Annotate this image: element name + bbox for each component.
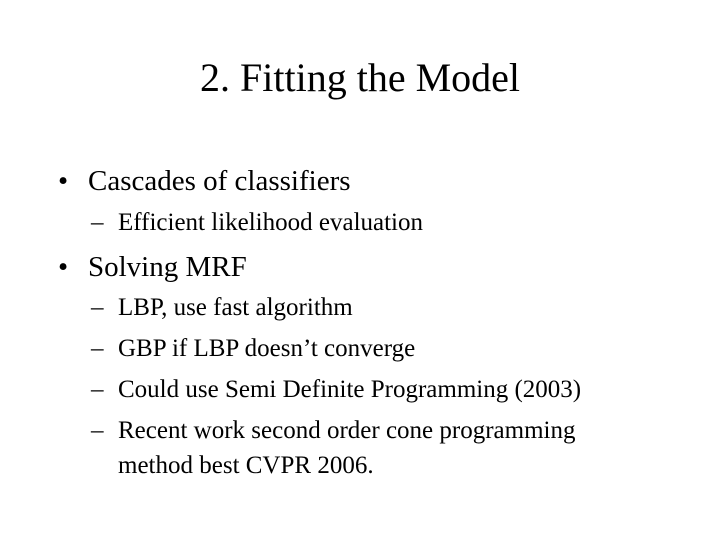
dash-marker: – <box>91 417 104 444</box>
sub-bullet-item <box>91 416 576 446</box>
sub-bullet-item <box>91 334 416 364</box>
sub-bullet-text: Efficient likelihood evaluation <box>118 209 424 236</box>
sub-bullet-item <box>91 208 424 238</box>
bullet-item <box>58 164 351 198</box>
sub-bullet-text: Recent work second order cone programming <box>118 417 576 444</box>
dash-marker: – <box>91 294 104 321</box>
sub-bullet-continuation <box>118 451 374 481</box>
dash-marker: – <box>91 335 104 362</box>
bullet-item <box>58 250 247 284</box>
dash-marker: – <box>91 376 104 403</box>
bullet-marker: • <box>58 251 69 283</box>
bullet-marker: • <box>58 165 69 197</box>
sub-bullet-text: LBP, use fast algorithm <box>118 294 353 321</box>
dash-marker: – <box>91 209 104 236</box>
sub-bullet-item <box>91 375 582 405</box>
sub-bullet-item <box>91 293 353 323</box>
sub-bullet-text: GBP if LBP doesn’t converge <box>118 335 416 362</box>
slide-title: 2. Fitting the Model <box>200 55 520 100</box>
bullet-text: Cascades of classifiers <box>88 165 351 197</box>
sub-bullet-text: method best CVPR 2006. <box>118 452 374 479</box>
bullet-text: Solving MRF <box>88 251 247 283</box>
sub-bullet-text: Could use Semi Definite Programming (2003) <box>118 376 582 403</box>
